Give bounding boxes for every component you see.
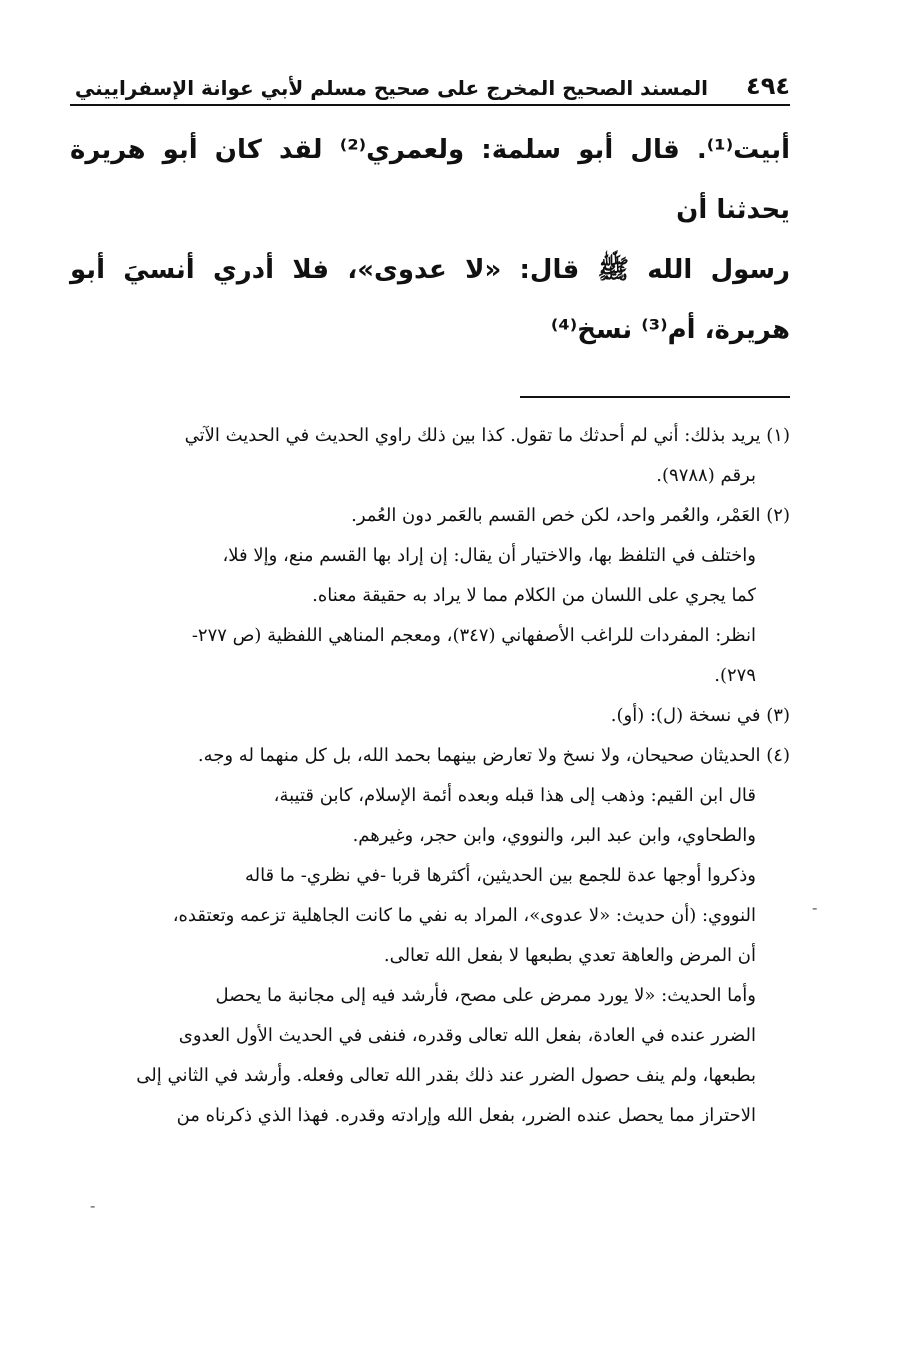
footnote-line: والطحاوي، وابن عبد البر، والنووي، وابن حجر، وغيرهم. xyxy=(352,825,756,846)
footnote-line: انظر: المفردات للراغب الأصفهاني (٣٤٧)، ومعجم المناهي اللفظية (ص ٢٧٧- xyxy=(191,625,756,646)
footnote-line: أن المرض والعاهة تعدي بطبعها لا بفعل الله تعالى. xyxy=(383,945,756,966)
main-text-line: أبيت⁽¹⁾. قال أبو سلمة: ولعمري⁽²⁾ لقد كان أبو هريرة يحدثنا أن xyxy=(70,135,790,225)
footnote-separator xyxy=(520,396,790,398)
footnote-line: النووي: (أن حديث: «لا عدوى»، المراد به نفي ما كانت الجاهلية تزعمه وتعتقده، xyxy=(172,905,756,926)
footnote-line: واختلف في التلفظ بها، والاختيار أن يقال: إن إراد بها القسم منع، وإلا فلا، xyxy=(222,545,756,566)
page-number: ٤٩٤ xyxy=(746,72,790,100)
footnote-line: وأما الحديث: «لا يورد ممرض على مصح، فأرشد فيه إلى مجانبة ما يحصل xyxy=(215,985,756,1006)
footnote-line: الاحتراز مما يحصل عنده الضرر، بفعل الله وإرادته وقدره. فهذا الذي ذكرناه من xyxy=(176,1105,756,1126)
footnote-1: (١) يريد بذلك: أني لم أحدثك ما تقول. كذا بين ذلك راوي الحديث في الحديث الآتي xyxy=(184,425,790,446)
footnote-4: (٤) الحديثان صحيحان، ولا نسخ ولا تعارض بينهما بحمد الله، بل كل منهما له وجه. xyxy=(197,745,790,766)
margin-mark: - xyxy=(812,898,818,917)
footnote-3: (٣) في نسخة (ل): (أو). xyxy=(610,705,790,726)
footnote-line: الضرر عنده في العادة، بفعل الله تعالى وقدره، فنفى في الحديث الأول العدوى xyxy=(178,1025,756,1046)
document-page xyxy=(70,70,790,1136)
page-header xyxy=(70,70,790,106)
footnote-line: ٢٧٩). xyxy=(714,665,756,686)
footnote-line: برقم (٩٧٨٨). xyxy=(656,465,756,486)
footnote-2: (٢) العَمْر، والعُمر واحد، لكن خص القسم بالعَمر دون العُمر. xyxy=(351,505,790,526)
footnote-line: بطبعها، ولم ينف حصول الضرر عند ذلك بقدر الله تعالى وفعله. وأرشد في الثاني إلى xyxy=(136,1065,756,1086)
footnotes xyxy=(70,416,790,1136)
footnote-line: وذكروا أوجها عدة للجمع بين الحديثين، أكثرها قربا -في نظري- ما قاله xyxy=(244,865,756,886)
footnote-line: قال ابن القيم: وذهب إلى هذا قبله وبعده أئمة الإسلام، كابن قتيبة، xyxy=(273,785,756,806)
margin-mark: - xyxy=(90,1196,96,1215)
footnote-line: كما يجري على اللسان من الكلام مما لا يراد به حقيقة معناه. xyxy=(312,585,756,606)
main-text xyxy=(70,120,790,360)
running-title: المسند الصحيح المخرج على صحيح مسلم لأبي عوانة الإسفراييني xyxy=(74,76,708,100)
main-text-line: رسول الله ﷺ قال: «لا عدوى»، فلا أدري أنسيَ أبو هريرة، أم⁽³⁾ نسخ⁽⁴⁾ xyxy=(70,255,790,345)
